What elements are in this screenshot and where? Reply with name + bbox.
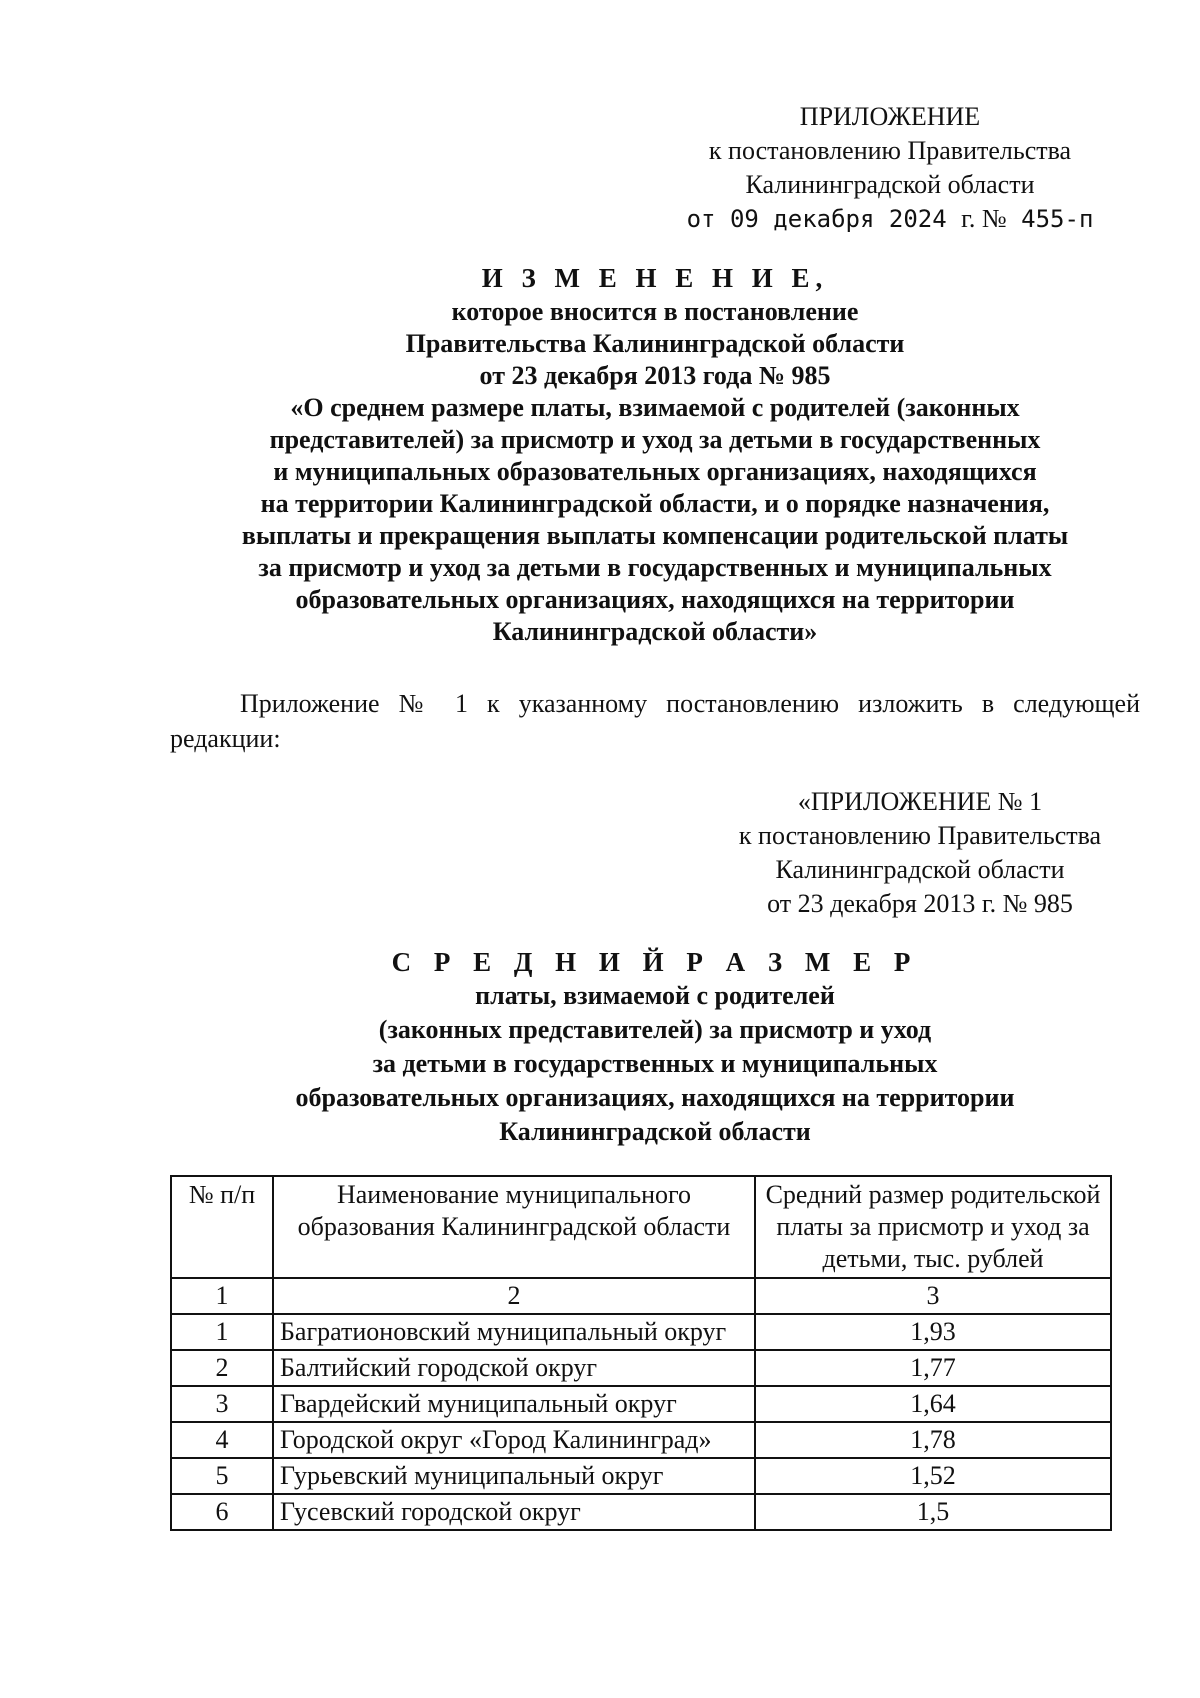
row-number: 2 <box>171 1350 273 1386</box>
row-number: 3 <box>171 1386 273 1422</box>
decree-date-number <box>640 202 1140 236</box>
average-size-heading <box>170 945 1140 1149</box>
change-line: образовательных организациях, находящихся на территории <box>295 585 1015 614</box>
change-heading <box>170 262 1140 648</box>
table-row <box>171 1314 1111 1350</box>
change-line: которое вносится в постановление <box>451 297 859 326</box>
index-cell: 1 <box>171 1278 273 1314</box>
table-row <box>171 1350 1111 1386</box>
average-size-line: образовательных организациях, находящихся на территории <box>295 1083 1015 1112</box>
row-value: 1,64 <box>755 1386 1111 1422</box>
appendix-line-2: Калининградской области <box>745 170 1035 199</box>
change-line: представителей) за присмотр и уход за детьми в государственных <box>269 425 1041 454</box>
change-line: выплаты и прекращения выплаты компенсации родительской платы <box>241 521 1069 550</box>
appendix-1-line-3: от 23 декабря 2013 г. № 985 <box>767 889 1073 918</box>
row-value: 1,77 <box>755 1350 1111 1386</box>
change-line: и муниципальных образовательных организациях, находящихся <box>273 457 1037 486</box>
row-value: 1,52 <box>755 1458 1111 1494</box>
row-value: 1,5 <box>755 1494 1111 1530</box>
row-number: 4 <box>171 1422 273 1458</box>
appendix-1-line-2: Калининградской области <box>775 855 1065 884</box>
row-municipality: Гвардейский муниципальный округ <box>273 1386 755 1422</box>
average-size-line: платы, взимаемой с родителей <box>475 981 835 1010</box>
row-municipality: Городской округ «Город Калининград» <box>273 1422 755 1458</box>
row-municipality: Багратионовский муниципальный округ <box>273 1314 755 1350</box>
table-row <box>171 1422 1111 1458</box>
table-row <box>171 1494 1111 1530</box>
row-municipality: Гурьевский муниципальный округ <box>273 1458 755 1494</box>
appendix-1-line-1: к постановлению Правительства <box>738 821 1102 850</box>
header-average-fee: Средний размер родительской платы за присмотр и уход за детьми, тыс. рублей <box>755 1176 1111 1278</box>
table-index-row <box>171 1278 1111 1314</box>
change-line: от 23 декабря 2013 года № 985 <box>479 361 831 390</box>
row-number: 6 <box>171 1494 273 1530</box>
table-row <box>171 1386 1111 1422</box>
table-header-row <box>171 1176 1111 1278</box>
index-cell: 3 <box>755 1278 1111 1314</box>
appendix-header <box>640 100 1140 236</box>
appendix-1-header <box>700 785 1140 921</box>
change-line: на территории Калининградской области, и о порядке назначения, <box>260 489 1050 518</box>
decree-date: от 09 декабря 2024 <box>686 205 947 233</box>
row-value: 1,78 <box>755 1422 1111 1458</box>
average-size-line: за детьми в государственных и муниципальных <box>372 1049 938 1078</box>
table-row <box>171 1458 1111 1494</box>
row-municipality: Гусевский городской округ <box>273 1494 755 1530</box>
instruction-text: Приложение № 1 к указанному постановлению изложить в следующей редакции: <box>170 689 1140 753</box>
change-title: И З М Е Н Е Н И Е, <box>481 263 829 293</box>
header-number: № п/п <box>171 1176 273 1278</box>
instruction-paragraph <box>170 686 1140 756</box>
change-line: Правительства Калининградской области <box>405 329 905 358</box>
change-line: Калининградской области» <box>492 617 818 646</box>
index-cell: 2 <box>273 1278 755 1314</box>
appendix-title: ПРИЛОЖЕНИЕ <box>799 102 981 131</box>
fees-table <box>170 1175 1112 1531</box>
decree-g-label: г. № <box>961 204 1007 233</box>
row-municipality: Балтийский городской округ <box>273 1350 755 1386</box>
average-size-title: С Р Е Д Н И Й Р А З М Е Р <box>391 947 919 977</box>
appendix-1-title: «ПРИЛОЖЕНИЕ № 1 <box>797 787 1043 816</box>
change-line: «О среднем размере платы, взимаемой с родителей (законных <box>290 393 1020 422</box>
average-size-line: (законных представителей) за присмотр и уход <box>378 1015 932 1044</box>
row-number: 1 <box>171 1314 273 1350</box>
appendix-line-1: к постановлению Правительства <box>708 136 1072 165</box>
row-number: 5 <box>171 1458 273 1494</box>
row-value: 1,93 <box>755 1314 1111 1350</box>
change-line: за присмотр и уход за детьми в государственных и муниципальных <box>258 553 1052 582</box>
header-municipality: Наименование муниципального образования Калининградской области <box>273 1176 755 1278</box>
decree-number: 455-п <box>1021 205 1094 233</box>
average-size-line: Калининградской области <box>499 1117 811 1146</box>
